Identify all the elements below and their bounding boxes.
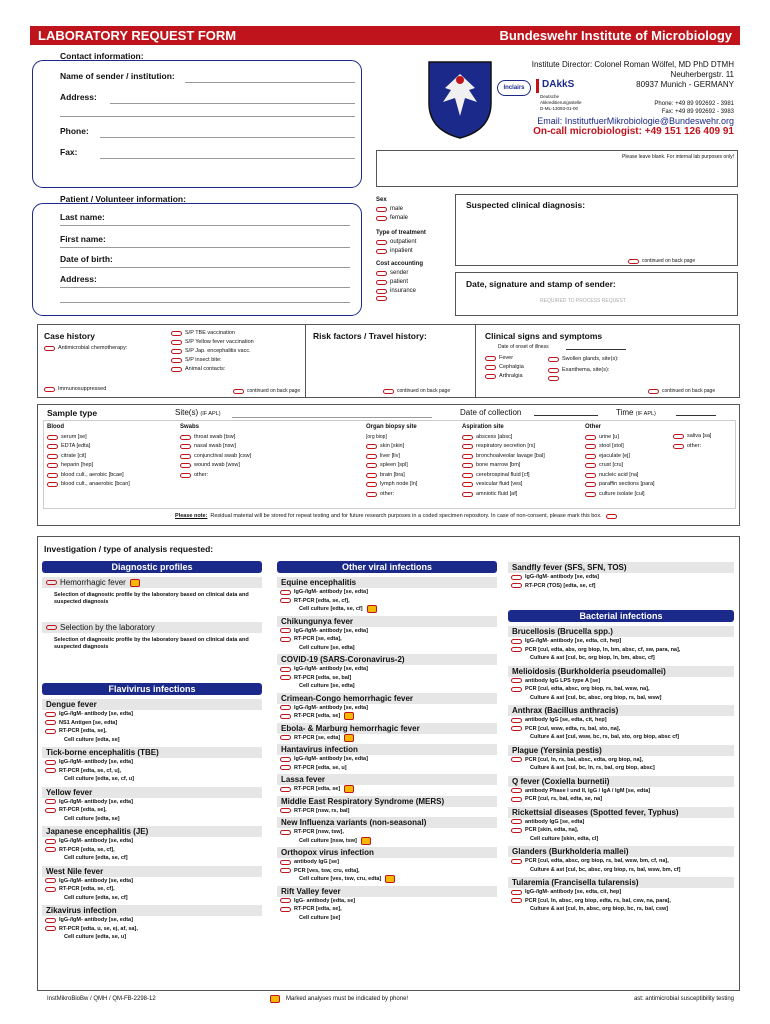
disease-block [42, 787, 262, 824]
history-continued[interactable]: continued on back page [233, 388, 300, 394]
cost-patient[interactable]: patient [376, 278, 426, 287]
culture-option[interactable]: Cell culture [ves, tsw, cru, edta] [277, 875, 497, 884]
culture-option[interactable]: Cell culture [edta, se, u] [64, 934, 127, 940]
address-field[interactable] [110, 103, 355, 104]
page-header [30, 26, 740, 45]
disease-name: Lassa fever [277, 774, 497, 785]
symptom-cephalgia[interactable]: Cephalgia [485, 363, 524, 372]
culture-option[interactable]: Cell culture [edta, se] [64, 815, 120, 822]
oncall-number: On-call microbiologist: +49 151 126 409 91 [533, 126, 734, 137]
test-option[interactable]: IgG-/IgM- antibody [se, edta] [42, 916, 262, 925]
bact-list [508, 626, 734, 917]
test-option[interactable]: PCR [cul, wsw, edta, rs, bal, sto, na], [508, 725, 734, 734]
treatment-outpatient[interactable]: outpatient [376, 238, 426, 247]
profiles-list [42, 577, 262, 651]
flavi-header: Flavivirus infections [42, 683, 262, 695]
vaccine-je[interactable]: S/P Jap. encephalitis vacc. [171, 347, 254, 356]
test-option[interactable]: IgG-/IgM- antibody [se, edta, cit, hep] [508, 888, 734, 897]
test-option[interactable]: antibody IgG [se, edta] [508, 818, 734, 827]
culture-option[interactable]: Cell culture [nsw, tsw] [277, 837, 497, 846]
address-field-2[interactable] [60, 116, 355, 117]
firstname-field[interactable] [60, 247, 350, 248]
asp-amniotic[interactable]: amniotic fluid [af] [462, 490, 545, 500]
swab-nasal[interactable]: nasal swab [nsw] [180, 442, 251, 452]
sites-label: Site(s) (IF APL) [175, 408, 221, 417]
disease-name: Equine encephalitis [277, 577, 497, 588]
test-option[interactable]: RT-PCR [edta, se, cf], [277, 597, 497, 606]
disease-block [277, 577, 497, 614]
lastname-label: Last name: [60, 212, 105, 222]
symptoms-right [548, 354, 619, 381]
disease-block [277, 847, 497, 884]
test-option[interactable]: RT-PCR [nsw, tsw], [277, 828, 497, 837]
organ-list [366, 423, 417, 499]
insect-bite[interactable]: S/P insect bite: [171, 356, 254, 365]
disease-name: Anthrax (Bacillus anthracis) [508, 705, 734, 716]
test-option[interactable]: antibody IgG LPS type A [se] [508, 677, 734, 686]
disease-name: West Nile fever [42, 866, 262, 877]
disease-block [508, 705, 734, 742]
blood-list [47, 423, 130, 490]
test-option[interactable]: RT-PCR [se, edta] [277, 734, 497, 743]
director: Institute Director: Colonel Roman Wölfel, MD PhD DTMH [531, 60, 734, 69]
culture-option[interactable]: Culture & ast [cul, bc, absc, org biop, rs, bal, wsw, bm, cf] [530, 866, 681, 873]
organ-liver[interactable]: liver [liv] [366, 452, 417, 462]
disease-block [277, 817, 497, 845]
test-option[interactable]: PCR [cul, edta, absc, org biop, rs, bal, wsw, bm, cf, na], [508, 857, 734, 866]
test-option[interactable]: RT-PCR [edta, se], [42, 727, 262, 736]
disease-name: Middle East Respiratory Syndrome (MERS) [277, 796, 497, 807]
disease-block [277, 744, 497, 772]
test-option[interactable]: antibody IgG [se] [277, 858, 497, 867]
other-urine[interactable]: urine [u] [585, 433, 655, 443]
cost-sender[interactable]: sender [376, 269, 426, 278]
signature-label: Date, signature and stamp of sender: [466, 279, 616, 289]
disease-name: Q fever (Coxiella burnetii) [508, 776, 734, 787]
test-option[interactable]: PCR [cul, rs, bal, edta, se, na] [508, 795, 734, 804]
disease-block [277, 723, 497, 743]
culture-option[interactable]: Cell culture [se] [299, 914, 341, 921]
disease-name: Hantavirus infection [277, 744, 497, 755]
phone-required-icon [344, 734, 354, 742]
disease-block [277, 886, 497, 923]
sender-field[interactable] [185, 82, 355, 83]
asp-bal[interactable]: bronchoalveolar lavage [bal] [462, 452, 545, 462]
culture-option[interactable]: Culture & ast [cul, bc, ln, rs, bal, org biop, absc] [530, 765, 655, 771]
animal-contacts[interactable]: Animal contacts: [171, 365, 254, 374]
test-option[interactable]: RT-PCR [nsw, rs, bal] [277, 807, 497, 816]
street: Neuherbergstr. 11 [670, 70, 734, 79]
disease-block [42, 699, 262, 744]
consent-checkbox[interactable] [606, 514, 617, 519]
disease-name: Orthopox virus infection [277, 847, 497, 858]
profile-hemorrhagic[interactable]: Hemorrhagic fever [42, 577, 262, 588]
organ-lymph[interactable]: lymph node [ln] [366, 480, 417, 490]
test-option[interactable]: RT-PCR [edta, se, bal] [277, 674, 497, 683]
blood-edta[interactable]: EDTA [edta] [47, 442, 130, 452]
fax-label: Fax: [60, 147, 78, 157]
disease-name: Sandfly fever (SFS, SFN, TOS) [508, 562, 734, 573]
diagnosis-label: Suspected clinical diagnosis: [466, 200, 586, 210]
collection-label: Date of collection [460, 408, 522, 417]
disease-block [508, 745, 734, 773]
culture-option[interactable]: Culture & ast [cul, bc, org biop, ln, bm, absc, cf] [530, 655, 655, 661]
swab-other[interactable]: other: [180, 471, 251, 481]
patient-address-field[interactable] [60, 287, 350, 288]
diagnosis-continued[interactable]: continued on back page [628, 258, 695, 264]
disease-block [42, 747, 262, 784]
other-list [585, 423, 655, 499]
test-option[interactable]: IgG-/IgM- antibody [se, edta] [277, 665, 497, 674]
organ-spleen[interactable]: spleen [spl] [366, 461, 417, 471]
collection-date-field[interactable] [534, 409, 598, 416]
onset-date-field[interactable] [566, 343, 626, 350]
sex-male[interactable]: male [376, 205, 426, 214]
disease-block [508, 666, 734, 703]
aspiration-list [462, 423, 545, 499]
test-option[interactable]: antibody Phase I und II, IgG / IgA / IgM [se, edta] [508, 787, 734, 796]
test-option[interactable]: NS1 Antigen [se, edta] [42, 719, 262, 728]
test-option[interactable]: PCR [ves, tsw, cru, edta], [277, 867, 497, 876]
disease-name: COVID-19 (SARS-Coronavirus-2) [277, 654, 497, 665]
blood-serum[interactable]: serum [se] [47, 433, 130, 443]
disease-block [277, 616, 497, 653]
asp-bone[interactable]: bone marrow [bm] [462, 461, 545, 471]
sandfly-block [508, 562, 734, 590]
consent-note: Please note: Residual material will be stored for repeat testing and for future research purposes in a coded specimen repository. In case of non-consent, please mark this box. [175, 513, 620, 519]
disease-block [508, 846, 734, 874]
disease-block [508, 877, 734, 914]
investigation-title: Investigation / type of analysis requested: [44, 544, 214, 554]
asp-csf[interactable]: cerebrospinal fluid [cf] [462, 471, 545, 481]
institute-name: Bundeswehr Institute of Microbiology [499, 28, 732, 43]
phone-required-legend-icon [270, 995, 280, 1003]
test-option[interactable]: IgG- antibody [edta, se] [277, 897, 497, 906]
phone-required-icon [344, 712, 354, 720]
disease-name: Glanders (Burkholderia mallei) [508, 846, 734, 857]
organ-sub: [org biop] [366, 433, 387, 440]
institute-address-block [532, 60, 734, 90]
culture-option[interactable]: Cell culture [edta, se, cf, u] [64, 776, 134, 782]
symptom-arthralgia[interactable]: Arthralgia [485, 372, 524, 381]
vaccine-yellow[interactable]: S/P Yellow fever vaccination [171, 338, 254, 347]
disease-name: Melioidosis (Burkholderia pseudomallei) [508, 666, 734, 677]
test-option[interactable]: IgG-/IgM- antibody [se, edta] [42, 877, 262, 886]
asp-title: Aspiration site [462, 424, 504, 430]
treatment-label: Type of treatment [376, 230, 426, 236]
disease-name: Rift Valley fever [277, 886, 497, 897]
other-list-2 [673, 432, 711, 451]
culture-option[interactable]: Cell culture [edta, se, cf] [64, 894, 128, 901]
test-option[interactable]: IgG-/IgM- antibody [se, edta] [42, 710, 262, 719]
test-option[interactable]: RT-PCR [edta, se], [42, 806, 262, 815]
dakks-logo: DAkkS [536, 79, 578, 93]
institute-emblem [425, 58, 495, 140]
sex-female[interactable]: female [376, 214, 426, 223]
other-paraffin[interactable]: paraffin sections [para] [585, 480, 655, 490]
test-option[interactable]: antibody IgG [se, edta, cit, hep] [508, 716, 734, 725]
cost-other[interactable] [376, 296, 426, 301]
antimicrobial-option[interactable]: Antimicrobial chemotherapy: [44, 345, 144, 352]
disease-name: Ebola- & Marburg hemorrhagic fever [277, 723, 497, 734]
disease-block [508, 807, 734, 844]
test-option[interactable]: PCR [cul, edta, absc, org biop, rs, bal, wsw, na], [508, 685, 734, 694]
disease-block [508, 776, 734, 804]
swabs-title: Swabs [180, 424, 200, 430]
sample-title: Sample type [47, 408, 98, 418]
test-option[interactable]: RT-PCR [edta, se] [277, 712, 497, 721]
test-option[interactable]: IgG-/IgM- antibody [se, edta] [42, 758, 262, 767]
phone-field[interactable] [100, 137, 355, 138]
sender-label: Name of sender / institution: [60, 71, 175, 81]
profile-lab[interactable]: Selection by the laboratory [42, 622, 262, 633]
form-title: LABORATORY REQUEST FORM [38, 28, 237, 43]
cost-label: Cost accounting [376, 261, 424, 267]
other-title: Other [585, 424, 602, 430]
vaccine-tbe[interactable]: S/P TBE vaccination [171, 329, 254, 338]
footer-marked: Marked analyses must be indicated by phone! [270, 995, 408, 1003]
culture-option[interactable]: Cell culture [se, edta] [299, 683, 355, 689]
culture-option[interactable]: Cell culture [edta, se, cf] [64, 855, 128, 861]
other-other[interactable]: other: [673, 442, 711, 452]
other-saliva[interactable]: saliva [sa] [673, 432, 711, 442]
disease-block [42, 866, 262, 903]
symptoms-left [485, 354, 524, 381]
test-option[interactable]: PCR [skin, edta, na], [508, 826, 734, 835]
phone-required-icon [385, 875, 395, 883]
phone-required-icon [361, 837, 371, 845]
test-option[interactable]: RT-PCR [edta, u, se, ej, af, sa], [42, 925, 262, 934]
culture-option[interactable]: Cell culture [edta, se, cf] [277, 605, 497, 614]
test-option[interactable]: IgG-/IgM- antibody [se, edta, cit, hep] [508, 637, 734, 646]
organ-other[interactable]: other: [366, 490, 417, 500]
risk-continued[interactable]: continued on back page [383, 388, 450, 394]
culture-option[interactable]: Culture & ast [cul, ln, absc, org biop, bc, rs, bal, csw] [530, 906, 669, 912]
institute-email[interactable]: Email: InstitutfuerMikrobiologie@Bundeswehr.org [537, 116, 734, 126]
blood-culture-aerobic[interactable]: blood cult., aerobic [bcae] [47, 471, 130, 481]
disease-name: Rickettsial diseases (Spotted fever, Typhus) [508, 807, 734, 818]
culture-option[interactable]: Culture & ast [cul, bc, absc, org biop, rs, bal, wsw] [530, 694, 662, 701]
disease-name: Plague (Yersinia pestis) [508, 745, 734, 756]
test-option[interactable]: RT-PCR [edta, se, cf, u], [42, 767, 262, 776]
time-label: Time (IF APL) [616, 408, 656, 417]
dob-label: Date of birth: [60, 254, 113, 264]
time-field[interactable] [676, 409, 716, 416]
vaccine-list [171, 329, 254, 374]
fax-field[interactable] [100, 158, 355, 159]
disease-name: New Influenza variants (non-seasonal) [277, 817, 497, 828]
blood-culture-anaerobic[interactable]: blood cult., anaerobic [bcan] [47, 480, 130, 490]
disease-block [277, 654, 497, 691]
asp-abscess[interactable]: abscess [absc] [462, 433, 545, 443]
sites-field[interactable] [232, 417, 432, 418]
cost-insurance[interactable]: insurance [376, 287, 426, 296]
disease-name: Dengue fever [42, 699, 262, 710]
profile-lab-desc: Selection of diagnostic profile by the laboratory based on clinical data and suspected diagnosis [54, 637, 249, 650]
required-note: REQUIRED TO PROCESS REQUEST [540, 298, 626, 304]
blood-heparin[interactable]: heparin [hep] [47, 461, 130, 471]
other-crust[interactable]: crust [cru] [585, 461, 655, 471]
disease-name: Chikungunya fever [277, 616, 497, 627]
phone-required-icon [344, 785, 354, 793]
organ-title: Organ biopsy site [366, 424, 417, 430]
test-option[interactable]: IgG-/IgM- antibody [se, edta] [42, 798, 262, 807]
clinical-continued[interactable]: continued on back page [648, 388, 715, 394]
clinical-title: Clinical signs and symptoms [485, 331, 603, 341]
test-option[interactable]: IgG-/IgM- antibody [se, edta] [277, 755, 497, 764]
test-option[interactable]: PCR [cul, ln, absc, org biop, edta, rs, bal, csw, na, para], [508, 897, 734, 906]
footer-ast: ast: antimicrobial susceptibility testing [633, 996, 734, 1002]
onset-label: Date of onset of illness [498, 344, 549, 350]
risk-label: Risk factors / Travel history: [313, 331, 427, 341]
symptom-other[interactable] [548, 376, 619, 381]
viral-list [277, 577, 497, 924]
swab-throat[interactable]: throat swab [tsw] [180, 433, 251, 443]
disease-name: Zikavirus infection [42, 905, 262, 916]
contact-section-title: Contact information: [60, 51, 144, 61]
swab-conjunctival[interactable]: conjunctival swab [csw] [180, 452, 251, 462]
test-option[interactable]: RT-PCR [edta, se, cf], [42, 885, 262, 894]
patient-address-label: Address: [60, 274, 97, 284]
organ-brain[interactable]: brain [bra] [366, 471, 417, 481]
other-nucleic[interactable]: nucleic acid [na] [585, 471, 655, 481]
test-option[interactable]: RT-PCR [edta, se, cf], [42, 846, 262, 855]
culture-option[interactable]: Cell culture [se, edta] [299, 644, 355, 651]
disease-block [277, 796, 497, 816]
phone-required-icon [367, 605, 377, 613]
other-ejaculate[interactable]: ejaculate [ej] [585, 452, 655, 462]
test-option[interactable]: IgG-/IgM- antibody [se, edta] [42, 837, 262, 846]
internal-note: Please leave blank. For internal lab purposes only! [621, 154, 734, 160]
test-option[interactable]: RT-PCR (TOS) [edta, se, cf] [508, 582, 734, 591]
asp-vesicular[interactable]: vesicular fluid [ves] [462, 480, 545, 490]
bact-header: Bacterial infections [508, 610, 734, 622]
test-option[interactable]: RT-PCR [se, edta], [277, 635, 497, 644]
test-option[interactable]: RT-PCR [edta, se] [277, 785, 497, 794]
treatment-inpatient[interactable]: inpatient [376, 247, 426, 256]
symptom-swollen-glands[interactable]: Swollen glands, site(s): [548, 354, 619, 365]
patient-section-title: Patient / Volunteer information: [60, 194, 186, 204]
address-label: Address: [60, 92, 97, 102]
test-option[interactable]: RT-PCR [edta, se], [277, 905, 497, 914]
disease-block [42, 826, 262, 863]
culture-option[interactable]: Cell culture [skin, edta, cl] [530, 835, 599, 842]
swab-wound[interactable]: wound swab [wsw] [180, 461, 251, 471]
institute-fax: Fax: +49 89 992692 - 3983 [661, 109, 734, 115]
culture-option[interactable]: Cell culture [edta, se] [64, 736, 120, 743]
other-culture[interactable]: culture isolate [cul] [585, 490, 655, 500]
disease-block [277, 774, 497, 794]
immuno-option[interactable]: Immunosuppressed [44, 386, 106, 392]
accreditation-text: Deutsche Akkreditierungsstelle D-ML-13093-01-00 [540, 94, 582, 111]
phone-label: Phone: [60, 126, 89, 136]
swab-list [180, 423, 251, 480]
lastname-field[interactable] [60, 225, 350, 226]
inclairs-logo: Inclairs [497, 80, 531, 96]
test-option[interactable]: IgG-/IgM- antibody [se, edta] [277, 704, 497, 713]
sex-group [376, 196, 426, 301]
phone-required-icon [130, 579, 140, 587]
test-option[interactable]: PCR [cul, edta, abs, org biop, ln, bm, absc, cf, sw, para, na], [508, 646, 734, 655]
city: 80937 Munich - GERMANY [636, 80, 734, 89]
test-option[interactable]: IgG-/IgM- antibody [se, edta] [277, 588, 497, 597]
disease-block [508, 626, 734, 663]
history-title: Case history [44, 331, 96, 341]
symptom-exanthema[interactable]: Exanthema, site(s): [548, 365, 619, 376]
test-option[interactable]: RT-PCR [edta, se, u] [277, 764, 497, 773]
disease-name: Crimean-Congo hemorrhagic fever [277, 693, 497, 704]
organ-skin[interactable]: skin [skin] [366, 442, 417, 452]
other-stool[interactable]: stool [stol] [585, 442, 655, 452]
test-option[interactable]: IgG-/IgM- antibody [se, edta] [508, 573, 734, 582]
disease-name: Japanese encephalitis (JE) [42, 826, 262, 837]
dob-field[interactable] [60, 267, 350, 268]
viral-header: Other viral infections [277, 561, 497, 573]
firstname-label: First name: [60, 234, 106, 244]
footer-code: InstMikroBioBw / QMH / QM-FB-2298-12 [47, 996, 156, 1002]
asp-resp[interactable]: respiratory secretion [rs] [462, 442, 545, 452]
institute-phone-block [654, 100, 734, 116]
blood-title: Blood [47, 424, 64, 430]
culture-option[interactable]: Culture & ast [cul, wsw, bc, rs, bal, sto, org biop, absc cf] [530, 734, 679, 740]
patient-address-field-2[interactable] [60, 302, 350, 303]
symptom-fever[interactable]: Fever [485, 354, 524, 363]
diag-header: Diagnostic profiles [42, 561, 262, 573]
test-option[interactable]: PCR [cul, ln, rs, bal, absc, edta, org biop, na], [508, 756, 734, 765]
blood-citrate[interactable]: citrate [cit] [47, 452, 130, 462]
institute-phone: Phone: +49 89 992692 - 3981 [654, 101, 734, 107]
disease-name: Tick-borne encephalitis (TBE) [42, 747, 262, 758]
profile-hemorrhagic-desc: Selection of diagnostic profile by the laboratory based on clinical data and suspected diagnosis [54, 592, 249, 605]
disease-name: Brucellosis (Brucella spp.) [508, 626, 734, 637]
disease-block [42, 905, 262, 942]
flavi-list [42, 699, 262, 945]
sex-label: Sex [376, 197, 387, 203]
disease-block [277, 693, 497, 721]
test-option[interactable]: IgG-/IgM- antibody [se, edta] [277, 627, 497, 636]
disease-name: Tularemia (Francisella tularensis) [508, 877, 734, 888]
disease-name: Yellow fever [42, 787, 262, 798]
